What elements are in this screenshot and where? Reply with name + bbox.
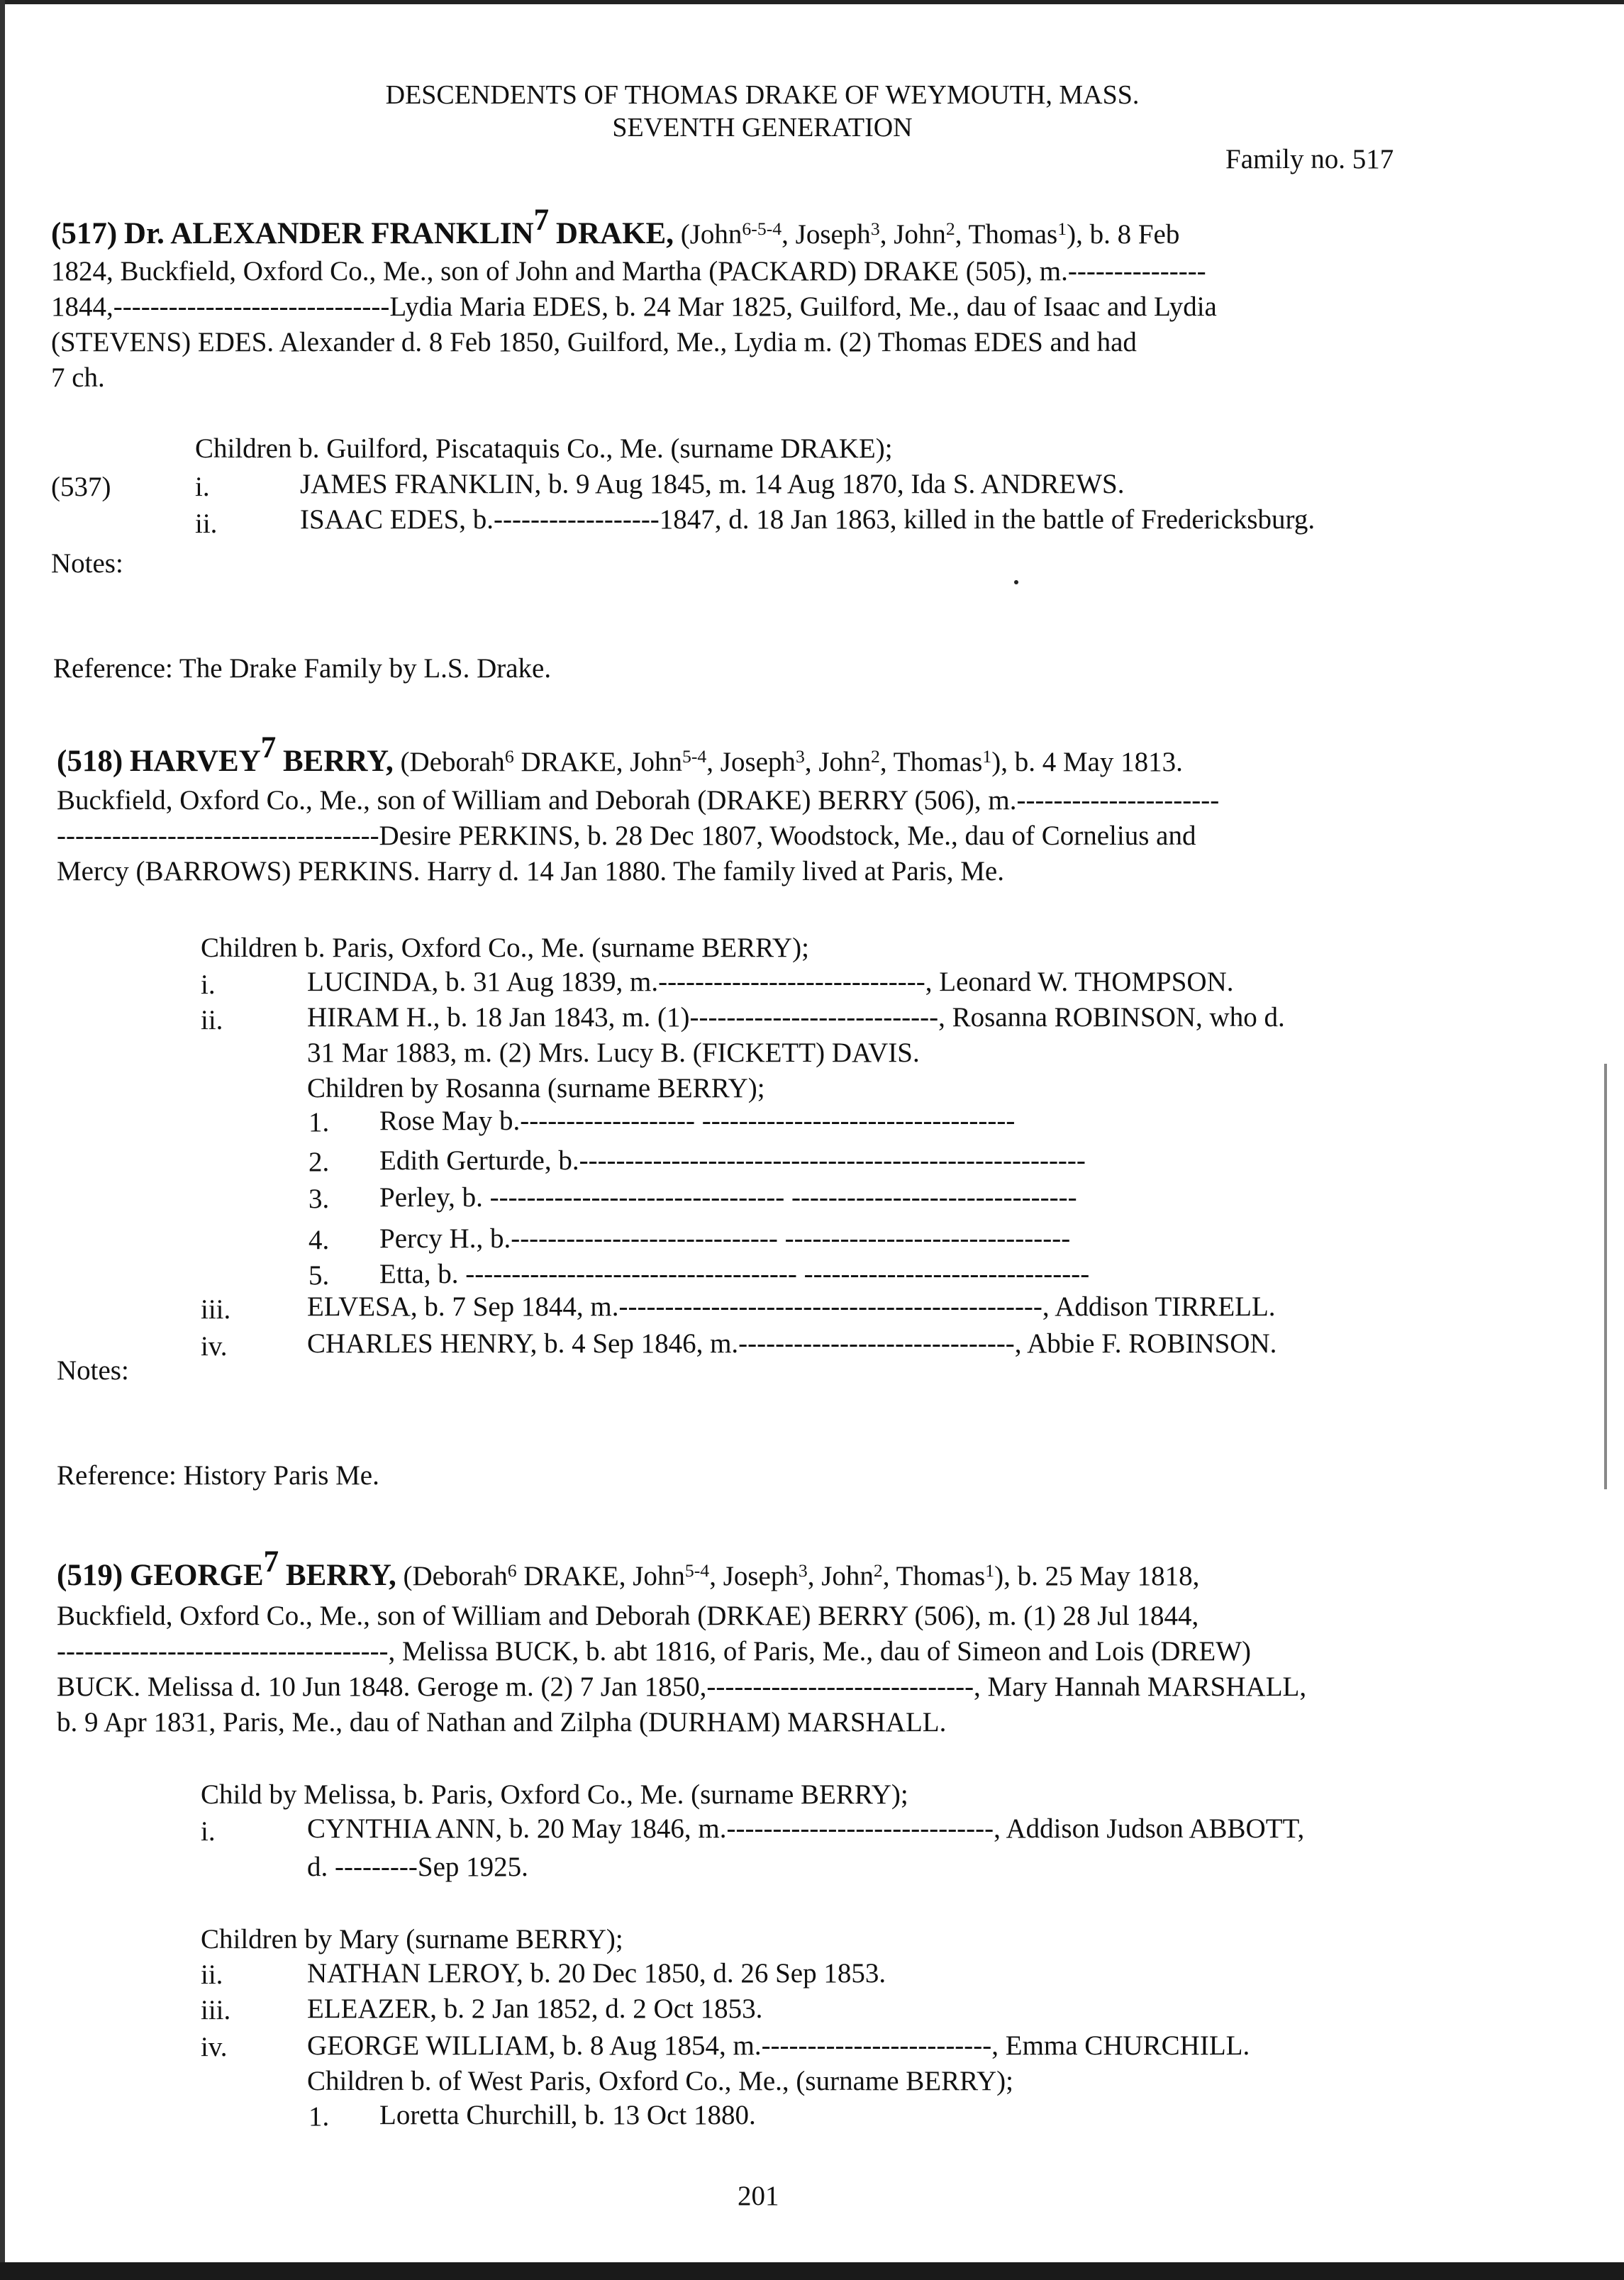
grandchildren-header: Children by Rosanna (surname BERRY); <box>307 1073 765 1103</box>
scan-speck <box>1014 580 1018 584</box>
grandchild-entry: Rose May b.------------------- ---------------------------------- <box>379 1106 1016 1136</box>
grandchild-entry: Edith Gerturde, b.------------------------------------------------------- <box>379 1145 1086 1176</box>
reference: Reference: History Paris Me. <box>57 1460 379 1491</box>
child-entry: JAMES FRANKLIN, b. 9 Aug 1845, m. 14 Aug 1870, Ida S. ANDREWS. <box>300 469 1125 499</box>
grandchild-entry: Perley, b. -------------------------------- ------------------------------- <box>379 1182 1077 1213</box>
scan-edge-right <box>1604 1064 1607 1489</box>
ancestry: (John$^{6-5-4}$, Joseph$^3$, John$^2$, Thomas$^1$), b. 8 Feb <box>680 218 1180 250</box>
child-number: iii. <box>201 1294 231 1325</box>
entry-519-line: Buckfield, Oxford Co., Me., son of William and Deborah (DRKAE) BERRY (506), m. (1) 28 Jul 1844, <box>57 1601 1199 1631</box>
person-name: HARVEY <box>129 745 261 778</box>
grandchild-number: 3. <box>308 1184 330 1214</box>
child-entry: ISAAC EDES, b.------------------1847, d. 18 Jan 1863, killed in the battle of Fredericksburg. <box>300 504 1316 535</box>
grandchild-number: 1. <box>308 2101 330 2132</box>
generation-number: 7 <box>260 730 277 764</box>
grandchild-number: 4. <box>308 1225 330 1255</box>
person-surname: BERRY, <box>285 1559 396 1592</box>
child-entry: CYNTHIA ANN, b. 20 May 1846, m.-----------------------------, Addison Judson ABBOTT, <box>307 1813 1305 1844</box>
child-entry: ELEAZER, b. 2 Jan 1852, d. 2 Oct 1853. <box>307 1993 763 2024</box>
child-entry: ELVESA, b. 7 Sep 1844, m.----------------------------------------------, Addison TIRRELL. <box>307 1291 1276 1322</box>
entry-519-heading <box>57 1545 1200 1594</box>
entry-519-line: ------------------------------------, Melissa BUCK, b. abt 1816, of Paris, Me., dau of Simeon and Lois (DREW) <box>57 1636 1251 1667</box>
entry-number: (517) <box>51 217 118 250</box>
child-number: i. <box>201 1816 216 1847</box>
generation-number: 7 <box>263 1545 279 1579</box>
ancestry: (Deborah$^6$ DRAKE, John$^{5-4}$, Joseph$^3$, John$^2$, Thomas$^1$), b. 4 May 1813. <box>400 746 1183 777</box>
reference: Reference: The Drake Family by L.S. Drake. <box>53 653 552 684</box>
entry-519-line: BUCK. Melissa d. 10 Jun 1848. Geroge m. (2) 7 Jan 1850,-----------------------------, Mary Hannah MARSHALL, <box>57 1672 1307 1702</box>
notes-label: Notes: <box>51 548 123 579</box>
cross-reference: (537) <box>51 472 111 502</box>
entry-518-line: -----------------------------------Desire PERKINS, b. 28 Dec 1807, Woodstock, Me., dau of Cornelius and <box>57 821 1196 851</box>
page-subtitle: SEVENTH GENERATION <box>612 113 913 143</box>
entry-517-line: (STEVENS) EDES. Alexander d. 8 Feb 1850, Guilford, Me., Lydia m. (2) Thomas EDES and had <box>51 327 1137 357</box>
person-name: GEORGE <box>129 1559 264 1592</box>
grandchild-number: 1. <box>308 1107 330 1138</box>
child-number: i. <box>195 472 210 502</box>
child-number: ii. <box>201 1959 223 1990</box>
child-number: i. <box>201 969 216 1000</box>
scan-edge-left <box>0 0 5 2280</box>
generation-number: 7 <box>533 203 550 237</box>
grandchild-entry: Etta, b. ------------------------------------ ------------------------------- <box>379 1259 1090 1289</box>
grandchild-entry: Loretta Churchill, b. 13 Oct 1880. <box>379 2100 756 2130</box>
person-surname: DRAKE, <box>555 217 674 250</box>
children-header: Children by Mary (surname BERRY); <box>201 1924 623 1954</box>
child-number: iv. <box>201 1331 228 1362</box>
child-entry: CHARLES HENRY, b. 4 Sep 1846, m.------------------------------, Abbie F. ROBINSON. <box>307 1328 1277 1359</box>
grandchildren-header: Children b. of West Paris, Oxford Co., Me., (surname BERRY); <box>307 2066 1013 2096</box>
entry-517-line: 7 ch. <box>51 362 105 393</box>
entry-518-line: Buckfield, Oxford Co., Me., son of William and Deborah (DRAKE) BERRY (506), m.---------------------- <box>57 785 1220 816</box>
scan-edge-bottom <box>0 2262 1624 2280</box>
entry-518-heading <box>57 730 1183 780</box>
page-number: 201 <box>738 2181 779 2211</box>
person-name: Dr. ALEXANDER FRANKLIN <box>123 217 534 250</box>
child-entry: HIRAM H., b. 18 Jan 1843, m. (1)---------------------------, Rosanna ROBINSON, who d. <box>307 1002 1285 1033</box>
child-number: iii. <box>201 1995 231 2025</box>
entry-519-line: b. 9 Apr 1831, Paris, Me., dau of Nathan and Zilpha (DURHAM) MARSHALL. <box>57 1707 947 1737</box>
children-header: Children b. Guilford, Piscataquis Co., Me. (surname DRAKE); <box>195 433 893 464</box>
entry-number: (519) <box>57 1559 123 1592</box>
child-entry: LUCINDA, b. 31 Aug 1839, m.-----------------------------, Leonard W. THOMPSON. <box>307 967 1234 997</box>
entry-517-heading <box>51 203 1180 252</box>
page-title: DESCENDENTS OF THOMAS DRAKE OF WEYMOUTH, MASS. <box>385 80 1140 110</box>
child-entry: NATHAN LEROY, b. 20 Dec 1850, d. 26 Sep 1853. <box>307 1958 886 1989</box>
grandchild-entry: Percy H., b.----------------------------- ------------------------------- <box>379 1223 1071 1254</box>
child-entry: d. ---------Sep 1925. <box>307 1852 528 1882</box>
children-header: Child by Melissa, b. Paris, Oxford Co., Me. (surname BERRY); <box>201 1779 908 1810</box>
children-header: Children b. Paris, Oxford Co., Me. (surname BERRY); <box>201 933 809 963</box>
child-number: ii. <box>195 508 218 539</box>
ancestry: (Deborah$^6$ DRAKE, John$^{5-4}$, Joseph$^3$, John$^2$, Thomas$^1$), b. 25 May 1818, <box>403 1560 1200 1591</box>
child-entry: GEORGE WILLIAM, b. 8 Aug 1854, m.-------------------------, Emma CHURCHILL. <box>307 2030 1250 2061</box>
grandchild-number: 2. <box>308 1147 330 1177</box>
entry-517-line: 1824, Buckfield, Oxford Co., Me., son of John and Martha (PACKARD) DRAKE (505), m.--------------- <box>51 256 1206 287</box>
entry-517-line: 1844,------------------------------Lydia Maria EDES, b. 24 Mar 1825, Guilford, Me., dau of Isaac and Lydia <box>51 291 1217 322</box>
entry-number: (518) <box>57 745 123 778</box>
person-surname: BERRY, <box>282 745 394 778</box>
family-number: Family no. 517 <box>1225 144 1394 174</box>
child-number: ii. <box>201 1005 223 1035</box>
notes-label: Notes: <box>57 1355 129 1386</box>
scan-edge-top <box>0 0 1624 4</box>
grandchild-number: 5. <box>308 1260 330 1291</box>
entry-518-line: Mercy (BARROWS) PERKINS. Harry d. 14 Jan 1880. The family lived at Paris, Me. <box>57 856 1004 886</box>
child-number: iv. <box>201 2032 228 2062</box>
child-entry: 31 Mar 1883, m. (2) Mrs. Lucy B. (FICKETT) DAVIS. <box>307 1038 920 1068</box>
